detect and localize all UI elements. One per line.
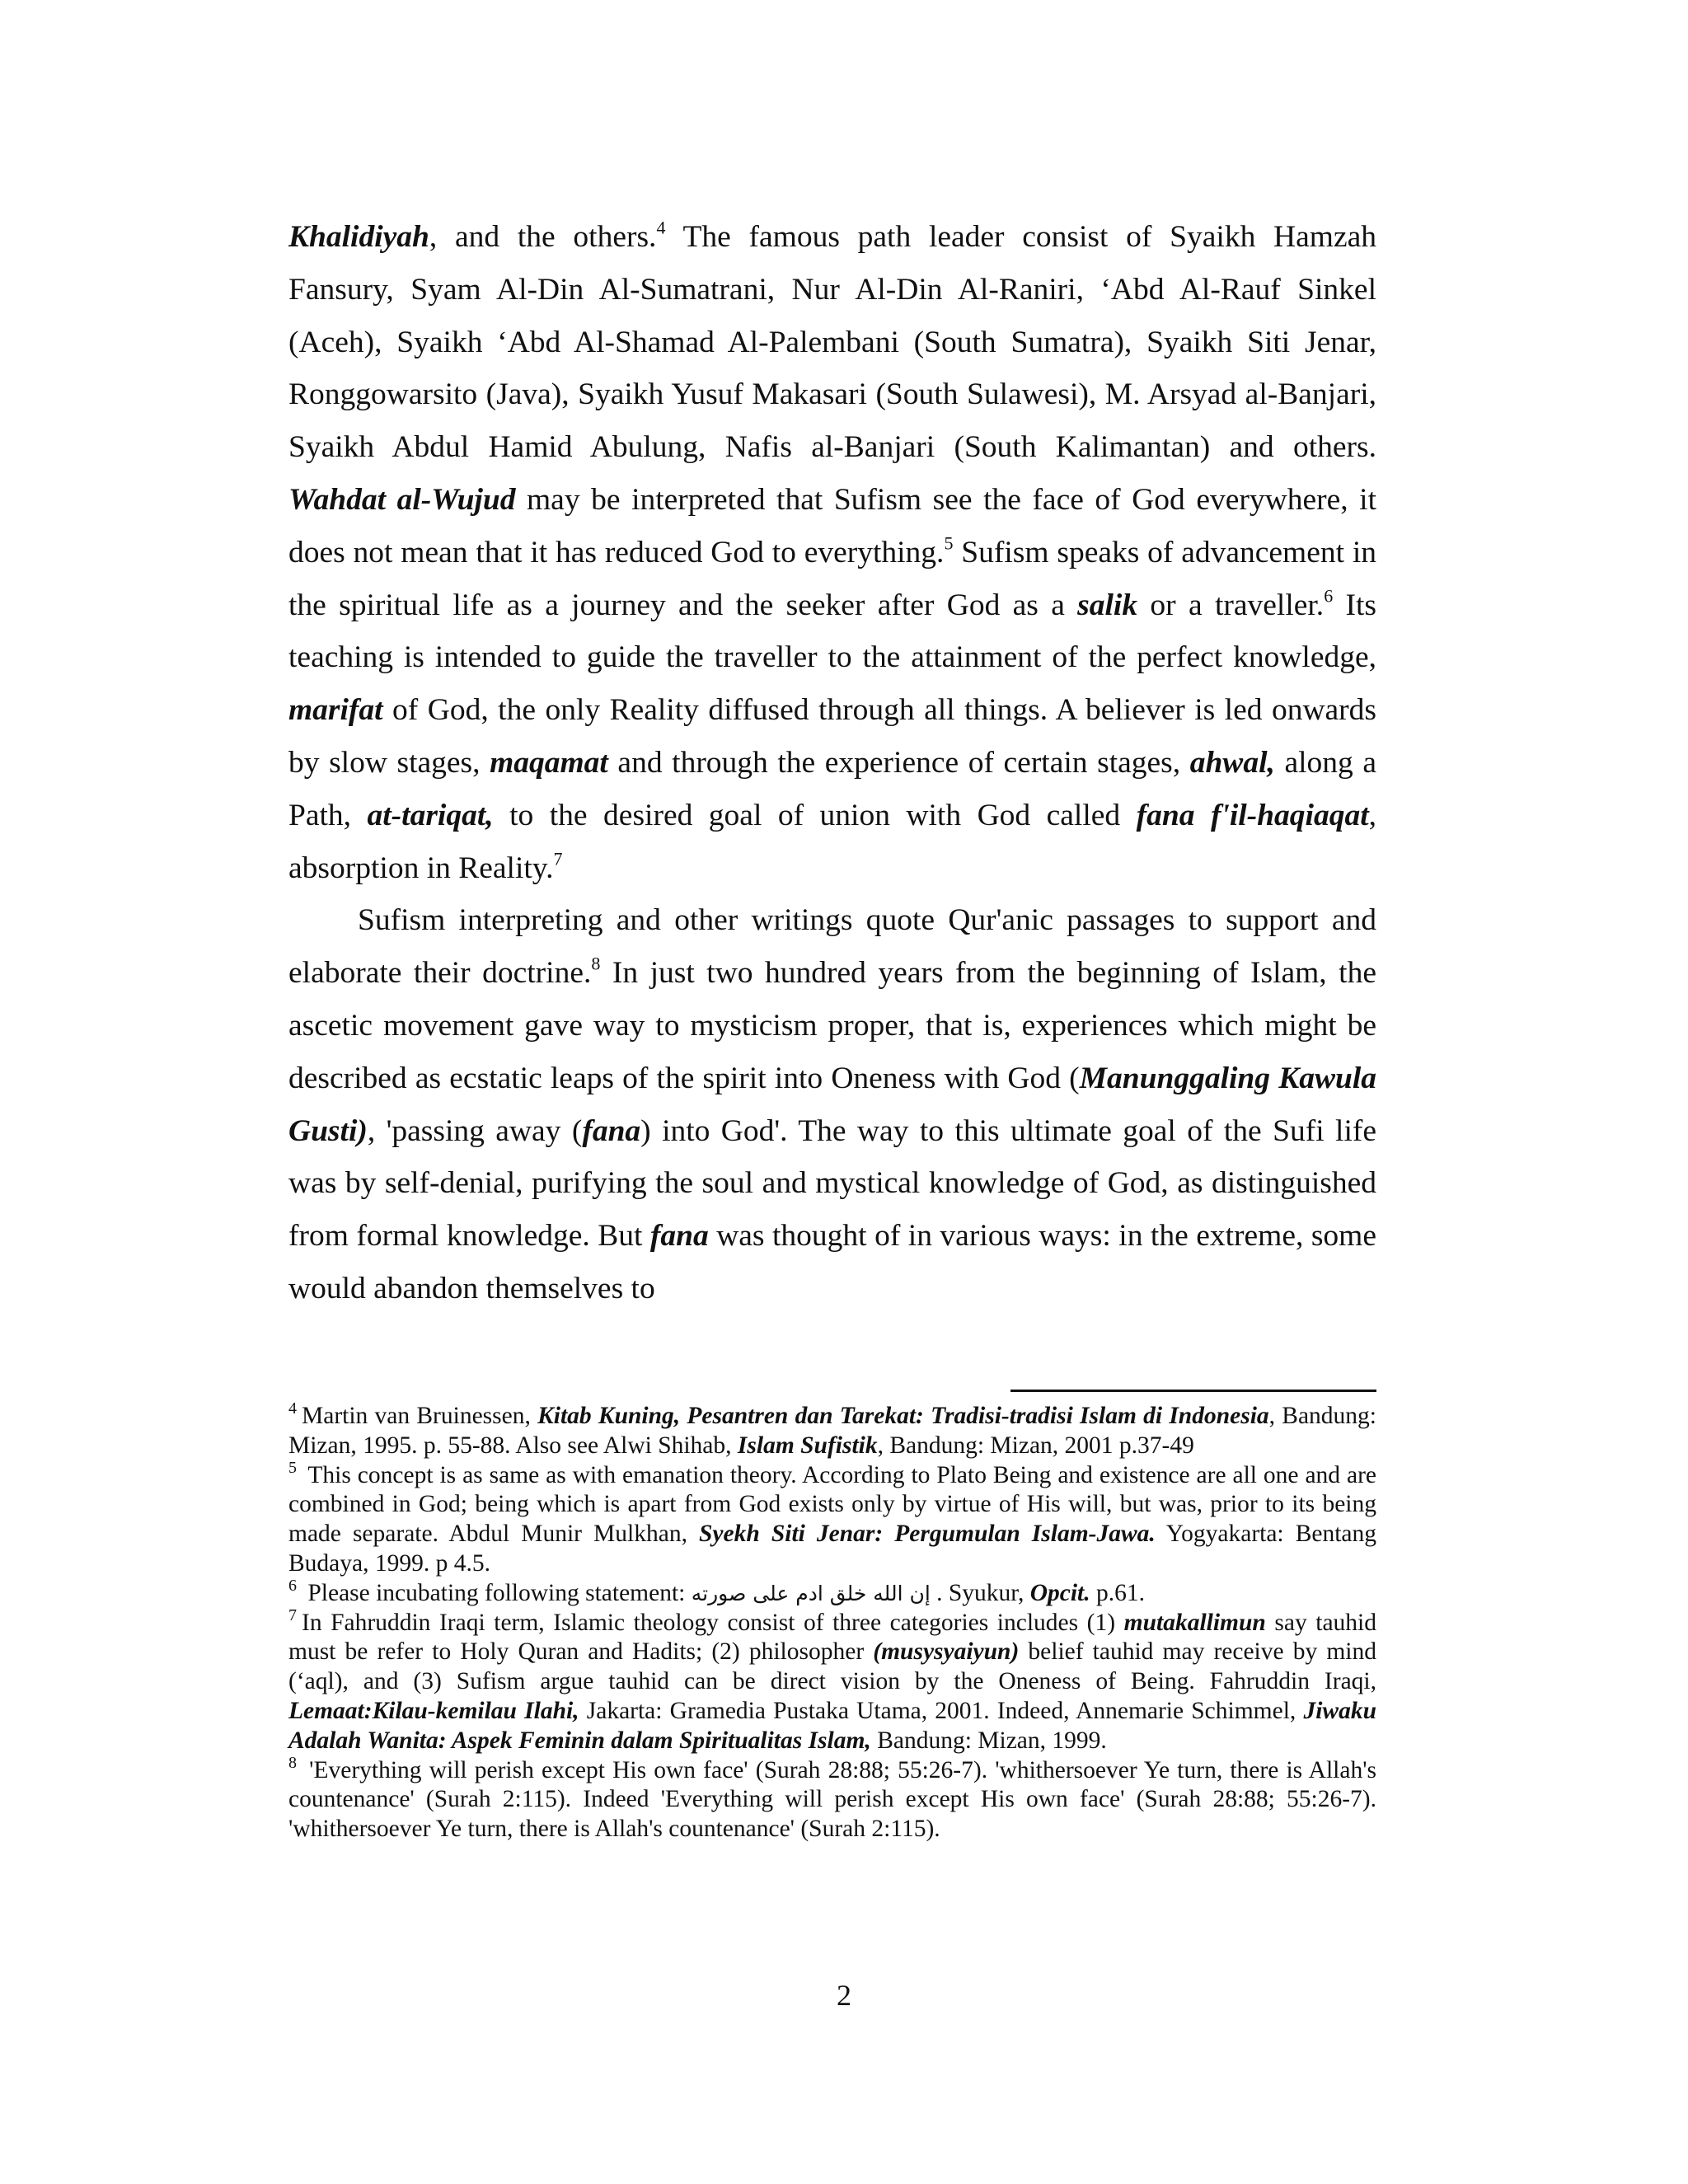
text-span: , Bandung: Mizan, 2001 p.37-49 [877,1432,1194,1459]
text-span: belief tauhid may receive by mind (‘aql), and (3) Sufism argue tauhid can be direct vision by the Oneness of Being. Fahruddin Iraqi, [288,1638,1376,1695]
term-maqamat: maqamat [490,745,608,780]
term-musysyaiyun: (musysyaiyun) [873,1638,1020,1666]
term-at-tariqat: at-tariqat, [367,798,494,832]
term-wahdat-al-wujud: Wahdat al-Wujud [288,482,516,517]
text-span: Yogyakarta: Bentang Budaya, 1999. p 4.5. [288,1521,1377,1577]
footnote-4 [288,1399,1376,1461]
footnote-6 [288,1576,1376,1609]
term-salik: salik [1077,588,1138,622]
footnote-5 [288,1458,1377,1579]
text-span: Please incubating following statement: [302,1579,692,1606]
paragraph-1 [288,211,1376,894]
text-span: This concept is as same as with emanation theory. According to Plato Being and existence are all one and are combined in God; being which is apart from God exists only by virtue of His will, but was, prior to its being made separate. Abdul Munir Mulkhan, [288,1461,1376,1548]
footnotes [288,1399,1377,1844]
text-span: The famous path leader consist of Syaikh Hamzah Fansury, Syam Al-Din Al-Sumatrani, Nur Al-Din Al-Raniri, ‘Abd Al-Rauf Sinkel (Aceh), Syaikh ‘Abd Al-Shamad Al-Palembani (South Sumatra), Syaikh Siti Jenar, Ronggowarsito (Java), Syaikh Yusuf Makasari (South Sulawesi), M. Arsyad al-Banjari, Syaikh Abdul Hamid Abulung, Nafis al-Banjari (South Kalimantan) and others. [288,220,1376,465]
citation-title: Islam Sufistik [737,1432,878,1459]
term-mutakallimun: mutakallimun [1123,1609,1266,1636]
text-span: along a Path, [288,745,1376,832]
footnote-number: 8 [288,1753,297,1772]
text-span: or a traveller. [1137,588,1325,622]
text-span: may be interpreted that Sufism see the face of God everywhere, it does not mean that it has reduced God to everything. [288,482,1376,569]
citation-title: Syekh Siti Jenar: Pergumulan Islam-Jawa. [699,1521,1156,1548]
footnote-number: 4 [288,1399,297,1418]
main-text [288,211,1376,1315]
footnote-ref-5: 5 [944,532,954,554]
text-span: was thought of in various ways: in the extreme, some would abandon themselves to [288,1219,1376,1305]
text-span: Bandung: Mizan, 1999. [870,1727,1107,1754]
footnote-number: 7 [288,1605,297,1624]
text-span: Sufism interpreting and other writings quote Qur'anic passages to support and elaborate their doctrine. [288,903,1376,991]
footnote-ref-7: 7 [553,848,563,869]
text-span: Sufism speaks of advancement in the spiritual life as a journey and the seeker after God as a [288,535,1376,622]
term-fana-fil-haqiaqat: fana f'il-haqiaqat [1136,798,1369,832]
text-span: , 'passing away ( [367,1113,583,1148]
text-span: and through the experience of certain stages, [607,745,1190,780]
term-fana: fana [649,1219,709,1254]
text-span: In Fahruddin Iraqi term, Islamic theology consist of three categories includes (1) [302,1609,1124,1636]
footnote-8 [288,1753,1376,1844]
footnote-number: 6 [288,1576,297,1595]
footnote-ref-8: 8 [591,953,601,974]
text-span: . Syukur, [930,1579,1030,1606]
footnote-ref-4: 4 [656,217,666,238]
footnote-7 [288,1605,1376,1756]
citation-title: Jiwaku Adalah Wanita: Aspek Feminin dalam Spiritualitas Islam, [288,1697,1376,1754]
text-span: , and the others. [429,220,657,254]
term-khalidiyah: Khalidiyah [288,220,429,254]
footnote-separator [1010,1390,1376,1392]
text-span: ) into God'. The way to this ultimate goal of the Sufi life was by self-denial, purifying the soul and mystical knowledge of God, as distinguished from formal knowledge. But [288,1113,1376,1254]
citation-title: Kitab Kuning, Pesantren dan Tarekat: Tradisi-tradisi Islam di Indonesia [537,1403,1269,1429]
text-span: 'Everything will perish except His own face' (Surah 28:88; 55:26-7). 'whithersoever Ye turn, there is Allah's countenance' (Surah 2:115). Indeed 'Everything will perish except His own face' (Surah 28:88; 55:26-7). 'whithersoever Ye turn, there is Allah's countenance' (Surah 2:115). [288,1756,1376,1843]
text-span: to the desired goal of union with God called [493,798,1137,832]
paragraph-2 [288,894,1376,1315]
footnote-ref-6: 6 [1324,585,1334,607]
citation-title: Lemaat:Kilau-kemilau Ilahi, [288,1697,579,1724]
term-marifat: marifat [288,693,383,728]
text-span: p.61. [1090,1579,1145,1606]
text-span: Martin van Bruinessen, [302,1403,538,1429]
footnote-number: 5 [288,1458,297,1477]
arabic-quote: إن الله خلق ادم على صورته [691,1581,931,1605]
text-span: of God, the only Reality diffused through all things. A believer is led onwards by slow stages, [288,693,1376,780]
text-span: Its teaching is intended to guide the traveller to the attainment of the perfect knowledge, [288,588,1377,675]
citation-title: Opcit. [1029,1579,1090,1606]
text-span: say tauhid must be refer to Holy Quran and Hadits; (2) philosopher [288,1609,1376,1666]
page-number: 2 [837,1979,851,2012]
term-fana: fana [582,1113,641,1148]
text-span: , Bandung: Mizan, 1995. p. 55-88. Also see Alwi Shihab, [288,1403,1376,1459]
text-span: Jakarta: Gramedia Pustaka Utama, 2001. Indeed, Annemarie Schimmel, [579,1697,1304,1724]
term-manunggaling-kawula-gusti: Manunggaling Kawula Gusti) [288,1061,1377,1148]
text-span: , absorption in Reality. [288,798,1376,885]
term-ahwal: ahwal, [1189,745,1275,780]
text-span: In just two hundred years from the beginning of Islam, the ascetic movement gave way to mysticism proper, that is, experiences which might be described as ecstatic leaps of the spirit into Oneness with God ( [288,956,1376,1095]
